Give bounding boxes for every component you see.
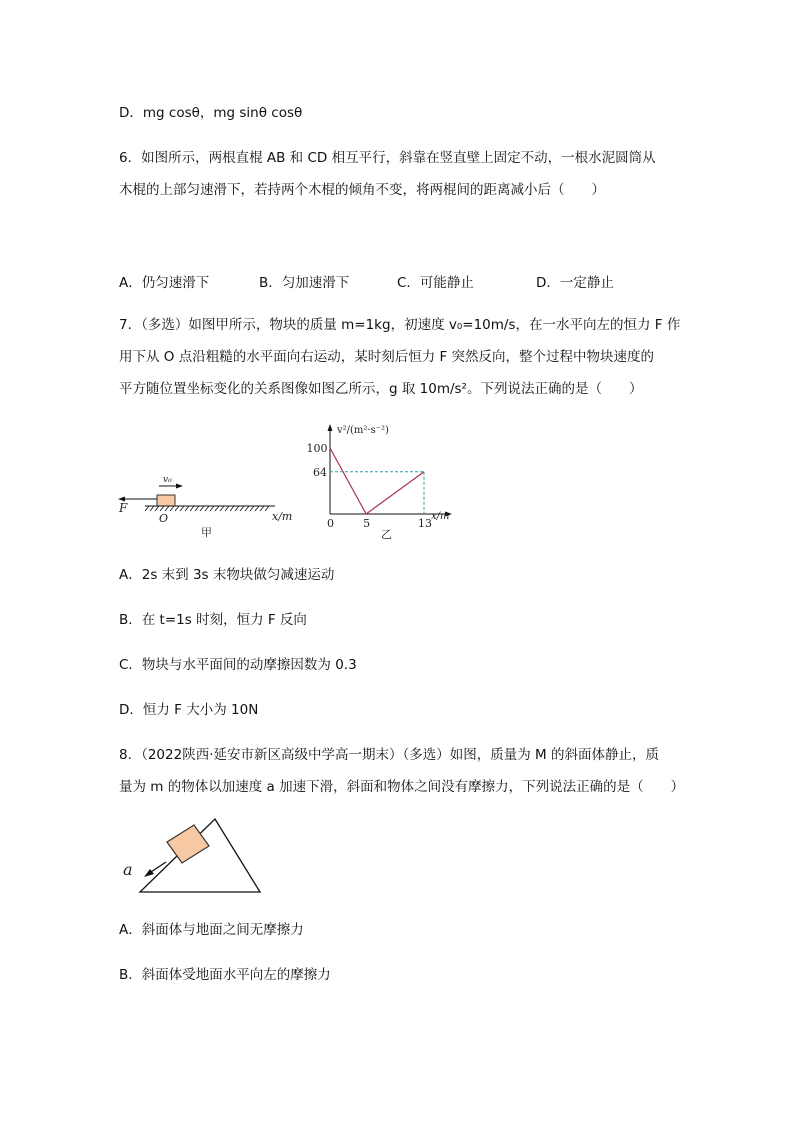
hatch-mark — [190, 506, 194, 511]
y-tick-label: 100 — [306, 442, 328, 455]
chart-x-label: x/m — [431, 511, 450, 522]
hatch-mark — [265, 506, 269, 511]
chart-y-label: v²/(m²·s⁻²) — [337, 425, 389, 436]
figure-jia — [115, 470, 305, 540]
question-6-stem-line2: 木棍的上部匀速滑下，若持两个木棍的倾角不变，将两棍间的距离减小后（ ） — [119, 182, 605, 198]
question-8-stem-line1: 8．（2022陕西·延安市新区高级中学高一期末）（多选）如图，质量为 M 的斜面体静止，质 — [119, 747, 659, 763]
ground-hatching — [145, 506, 269, 511]
chart-ticks — [307, 442, 433, 530]
question-7-option-c: C．物块与水平面间的动摩擦因数为 0.3 — [119, 657, 357, 673]
incline-triangle — [140, 819, 260, 892]
hatch-mark — [185, 506, 189, 511]
chart-series-line — [330, 448, 424, 514]
question-8-option-b: B．斜面体受地面水平向左的摩擦力 — [119, 967, 331, 983]
hatch-mark — [165, 506, 169, 511]
question-6-option-a: A．仍匀速滑下 — [119, 275, 210, 291]
hatch-mark — [220, 506, 224, 511]
hatch-mark — [170, 506, 174, 511]
hatch-mark — [155, 506, 159, 511]
hatch-mark — [210, 506, 214, 511]
figure-incline — [115, 812, 275, 902]
figure-yi-caption: 乙 — [381, 528, 392, 541]
question-6-option-c: C．可能静止 — [397, 275, 474, 291]
question-8-stem-line2: 量为 m 的物体以加速度 a 加速下滑，斜面和物体之间没有摩擦力，下列说法正确的是（ ） — [119, 779, 685, 795]
question-7-option-a: A．2s 末到 3s 末物块做匀减速运动 — [119, 567, 335, 583]
x-tick-label: 0 — [327, 517, 334, 530]
y-axis-arrow-icon — [328, 424, 333, 431]
question-7-stem-line3: 平方随位置坐标变化的关系图像如图乙所示，g 取 10m/s²。下列说法正确的是（ ） — [119, 381, 643, 397]
hatch-mark — [160, 506, 164, 511]
question-7-stem-line2: 用下从 O 点沿粗糙的水平面向右运动，某时刻后恒力 F 突然反向，整个过程中物块速度的 — [119, 349, 655, 365]
question-5-option-d: D．mg cosθ，mg sinθ cosθ — [119, 105, 303, 121]
question-6-stem-line1: 6．如图所示，两根直棍 AB 和 CD 相互平行，斜靠在竖直壁上固定不动，一根水泥圆筒从 — [119, 150, 656, 166]
hatch-mark — [145, 506, 149, 511]
hatch-mark — [250, 506, 254, 511]
hatch-mark — [245, 506, 249, 511]
hatch-mark — [240, 506, 244, 511]
question-6-option-d: D．一定静止 — [536, 275, 614, 291]
hatch-mark — [235, 506, 239, 511]
force-label: F — [119, 501, 128, 515]
question-7-option-b: B．在 t=1s 时刻，恒力 F 反向 — [119, 612, 307, 628]
question-8-option-a: A．斜面体与地面之间无摩擦力 — [119, 922, 304, 938]
block — [157, 495, 175, 506]
hatch-mark — [215, 506, 219, 511]
question-6-option-b: B．匀加速滑下 — [259, 275, 350, 291]
hatch-mark — [205, 506, 209, 511]
origin-label: O — [159, 512, 169, 525]
acceleration-label: a — [123, 860, 133, 879]
question-6-options — [119, 271, 679, 291]
acceleration-arrowhead-icon — [144, 869, 154, 877]
hatch-mark — [230, 506, 234, 511]
velocity-arrowhead-icon — [176, 484, 183, 489]
hatch-mark — [180, 506, 184, 511]
hatch-mark — [195, 506, 199, 511]
chart-guides — [330, 472, 424, 514]
figure-yi-chart — [300, 420, 465, 545]
figure-jia-caption: 甲 — [201, 526, 212, 539]
question-7-stem-line1: 7．（多选）如图甲所示，物块的质量 m=1kg，初速度 v₀=10m/s，在一水平向左的恒力 F 作 — [119, 317, 681, 333]
x-axis-label: x/m — [272, 510, 293, 523]
x-tick-label: 5 — [363, 517, 371, 530]
hatch-mark — [255, 506, 259, 511]
hatch-mark — [175, 506, 179, 511]
question-7-option-d: D．恒力 F 大小为 10N — [119, 702, 259, 718]
hatch-mark — [150, 506, 154, 511]
x-tick-label: 13 — [418, 517, 432, 530]
hatch-mark — [200, 506, 204, 511]
hatch-mark — [225, 506, 229, 511]
velocity-label: v₀ — [163, 475, 172, 485]
hatch-mark — [260, 506, 264, 511]
y-tick-label: 64 — [313, 465, 327, 479]
